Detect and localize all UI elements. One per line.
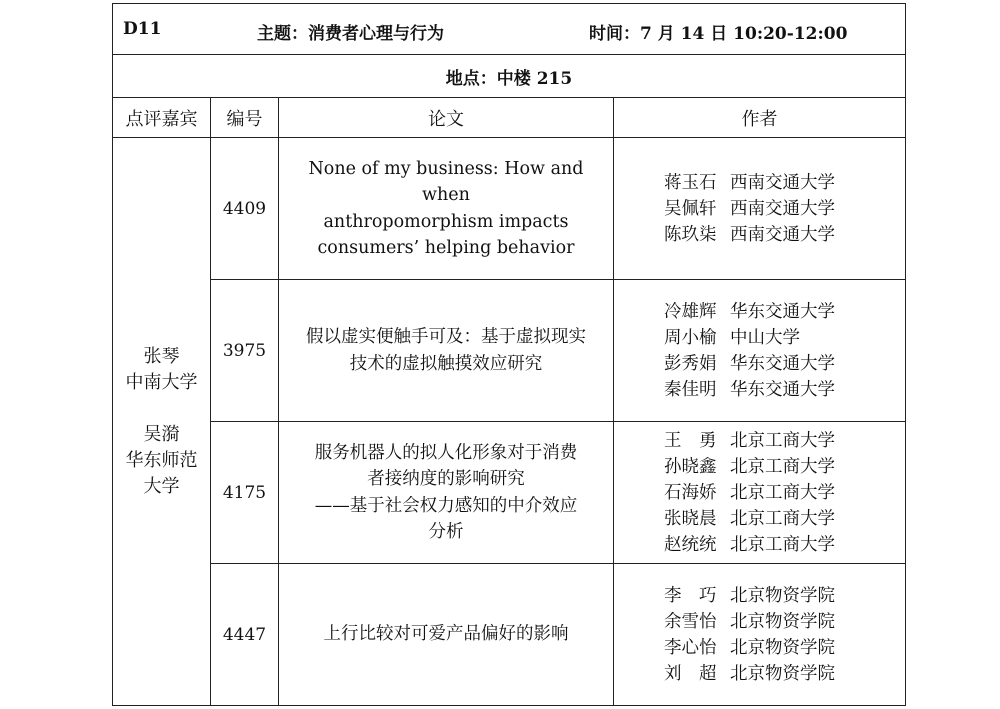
table-row xyxy=(113,138,906,280)
author-name: 陈玖柒 xyxy=(664,224,717,245)
paper-title-line: 技术的虚拟触摸效应研究 xyxy=(349,353,543,374)
author-entry xyxy=(664,506,905,532)
table-row xyxy=(113,280,906,422)
paper-authors xyxy=(614,564,906,706)
author-affiliation: 华东交通大学 xyxy=(730,379,835,400)
author-entry xyxy=(664,583,905,609)
paper-title-line: 者接纳度的影响研究 xyxy=(367,469,525,489)
column-header-number: 编号 xyxy=(211,98,279,138)
paper-title-line: ——基于社会权力感知的中介效应 xyxy=(314,495,578,516)
column-header-row xyxy=(113,98,906,138)
reviewer-cell xyxy=(113,138,211,706)
author-name: 赵统统 xyxy=(664,534,717,555)
author-entry xyxy=(664,454,905,480)
author-name: 冷雄辉 xyxy=(664,301,717,322)
reviewer-affiliation: 中南大学 xyxy=(125,371,198,393)
paper-title xyxy=(279,280,614,422)
author-entry xyxy=(664,196,905,222)
paper-title xyxy=(279,422,614,564)
table-row xyxy=(113,422,906,564)
author-name: 王 勇 xyxy=(664,430,717,451)
author-affiliation: 北京物资学院 xyxy=(730,663,835,684)
reviewer-name: 吴漪 xyxy=(143,423,180,445)
author-name: 张晓晨 xyxy=(664,508,717,529)
author-affiliation: 北京物资学院 xyxy=(730,611,835,632)
author-affiliation: 华东交通大学 xyxy=(730,301,835,322)
author-affiliation: 中山大学 xyxy=(730,327,800,348)
paper-title-line: 上行比较对可爱产品偏好的影响 xyxy=(323,624,569,645)
author-name: 李心怡 xyxy=(664,637,717,658)
session-header-row xyxy=(113,4,906,55)
author-entry xyxy=(664,170,905,196)
session-header-cell xyxy=(113,4,906,55)
paper-number: 4447 xyxy=(211,564,279,706)
paper-title-line: None of my business: How and when xyxy=(308,158,584,205)
column-header-authors: 作者 xyxy=(614,98,906,138)
paper-authors xyxy=(614,138,906,280)
paper-number: 4175 xyxy=(211,422,279,564)
author-name: 吴佩轩 xyxy=(664,198,717,219)
author-entry xyxy=(664,609,905,635)
reviewer-spacer xyxy=(113,396,210,422)
paper-title-line: anthropomorphism impacts xyxy=(323,211,569,232)
author-affiliation: 西南交通大学 xyxy=(730,172,835,193)
author-name: 余雪怡 xyxy=(664,611,717,632)
paper-number: 4409 xyxy=(211,138,279,280)
reviewer-affiliation: 华东师范 xyxy=(125,449,198,471)
author-entry xyxy=(664,532,905,558)
author-affiliation: 北京工商大学 xyxy=(730,482,835,503)
author-entry xyxy=(664,661,905,687)
session-time: 时间：7 月 14 日 10:20-12:00 xyxy=(589,24,848,44)
paper-title-line: consumers’ helping behavior xyxy=(317,238,575,258)
author-name: 秦佳明 xyxy=(664,379,717,400)
paper-authors xyxy=(614,280,906,422)
column-header-reviewer: 点评嘉宾 xyxy=(113,98,211,138)
paper-title-line: 服务机器人的拟人化形象对于消费 xyxy=(314,442,578,463)
author-affiliation: 北京工商大学 xyxy=(730,430,835,451)
author-name: 孙晓鑫 xyxy=(664,456,717,477)
author-name: 刘 超 xyxy=(664,663,717,684)
author-entry xyxy=(664,428,905,454)
author-entry xyxy=(664,351,905,377)
author-name: 彭秀娟 xyxy=(664,353,717,374)
column-header-paper: 论文 xyxy=(279,98,614,138)
paper-title xyxy=(279,564,614,706)
author-name: 石海娇 xyxy=(664,482,717,503)
author-name: 周小榆 xyxy=(664,327,717,348)
author-entry xyxy=(664,377,905,403)
paper-authors xyxy=(614,422,906,564)
author-affiliation: 北京物资学院 xyxy=(730,637,835,658)
author-entry xyxy=(664,480,905,506)
session-theme: 主题：消费者心理与行为 xyxy=(257,24,444,44)
author-affiliation: 北京工商大学 xyxy=(730,508,835,529)
author-affiliation: 西南交通大学 xyxy=(730,224,835,245)
author-entry xyxy=(664,325,905,351)
reviewer-name: 张琴 xyxy=(143,345,180,367)
paper-title-line: 假以虚实便触手可及：基于虚拟现实 xyxy=(306,327,586,347)
author-entry xyxy=(664,299,905,325)
author-name: 蒋玉石 xyxy=(664,172,717,193)
author-affiliation: 西南交通大学 xyxy=(730,198,835,219)
session-venue: 地点：中楼 215 xyxy=(113,55,906,98)
author-entry xyxy=(664,635,905,661)
table-row xyxy=(113,564,906,706)
author-name: 李 巧 xyxy=(664,585,717,606)
paper-title xyxy=(279,138,614,280)
paper-title-line: 分析 xyxy=(428,522,464,542)
author-affiliation: 北京工商大学 xyxy=(730,456,835,477)
author-affiliation: 华东交通大学 xyxy=(730,353,835,374)
session-schedule-table xyxy=(112,3,906,706)
paper-number: 3975 xyxy=(211,280,279,422)
session-code: D11 xyxy=(123,19,162,39)
author-affiliation: 北京工商大学 xyxy=(730,534,835,555)
venue-row xyxy=(113,55,906,98)
author-affiliation: 北京物资学院 xyxy=(730,585,835,606)
author-entry xyxy=(664,222,905,248)
reviewer-affiliation-line2: 大学 xyxy=(143,475,180,497)
